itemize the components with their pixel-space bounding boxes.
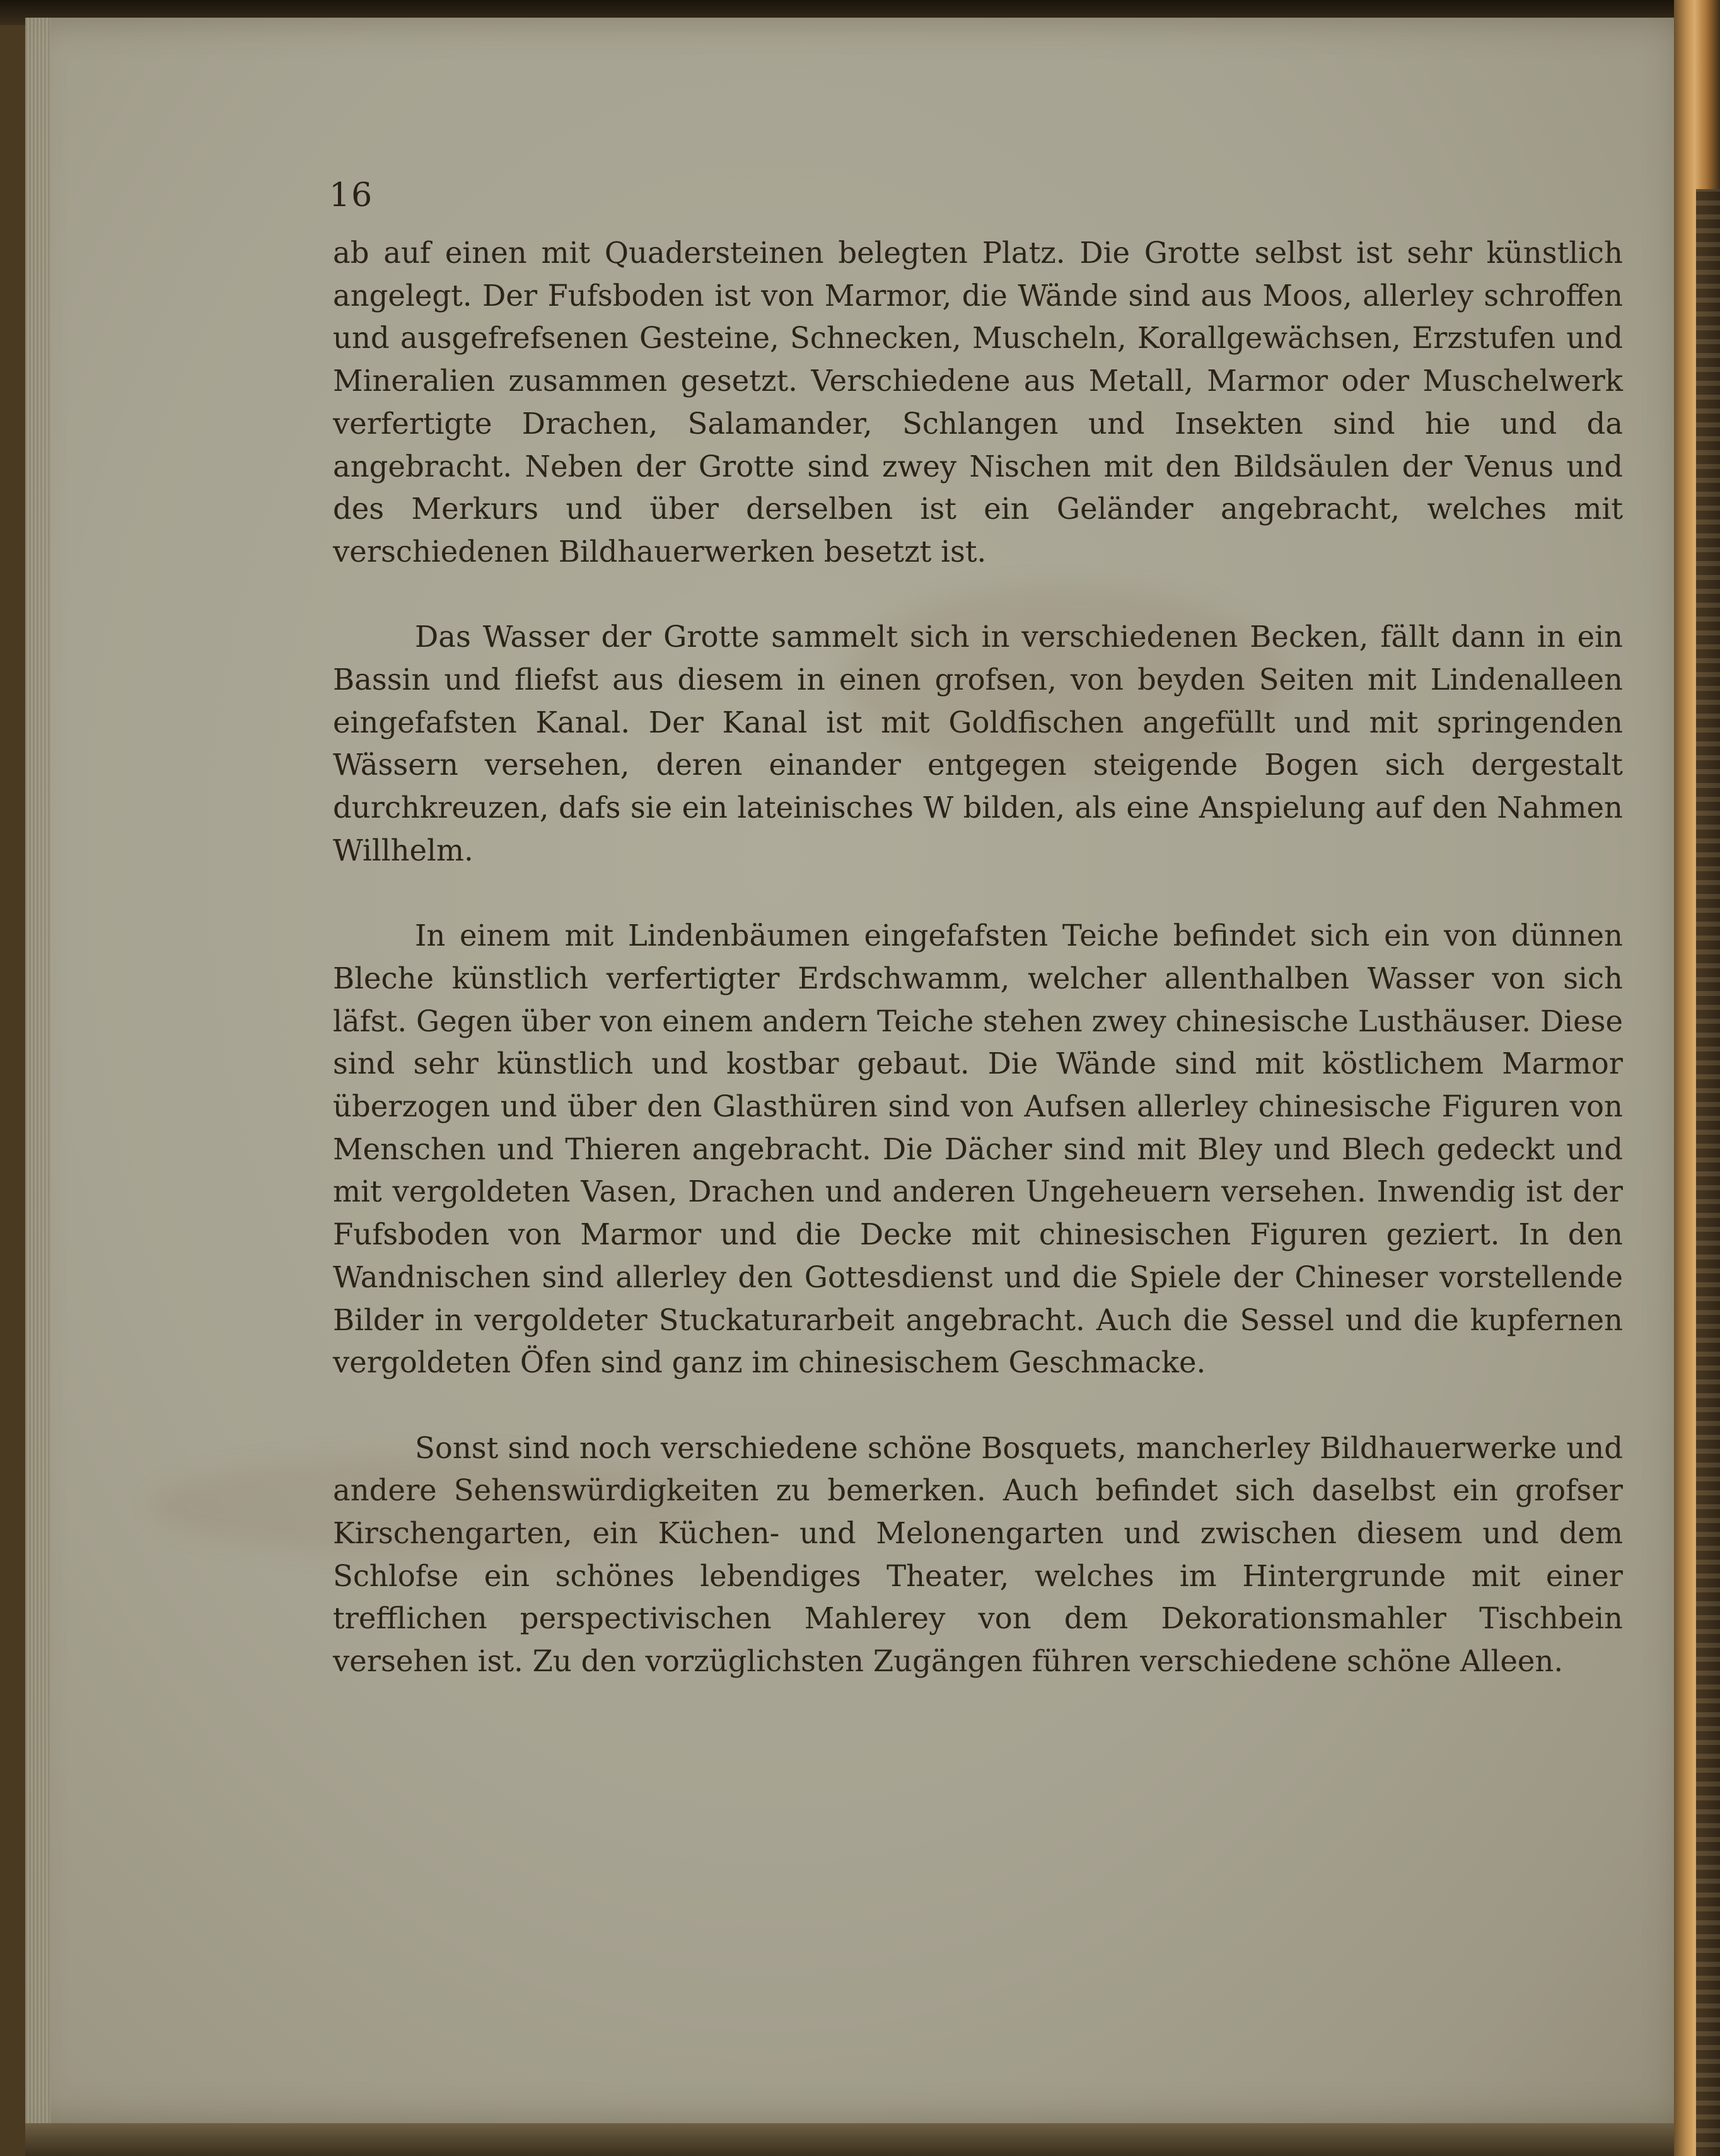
paragraph: Das Wasser der Grotte sammelt sich in verschiedenen Becken, fällt dann in ein Bassin und fliefst aus diesem in einen grofsen, von beyden Seiten mit Lindenalleen eingefafsten Kanal. Der Kanal ist mit Goldfischen angefüllt und mit springenden Wässern versehen, deren einander entgegen steigende Bogen sich dergestalt durchkreuzen, dafs sie ein lateinisches W bilden, als eine Anspielung auf den Nahmen Willhelm. (333, 620, 1623, 867)
paragraph: In einem mit Lindenbäumen eingefafsten Teiche befindet sich ein von dünnen Bleche künstlich verfertigter Erdschwamm, welcher allenthalben Wasser von sich läfst. Gegen über von einem andern Teiche stehen zwey chinesische Lusthäuser. Diese sind sehr künstlich und kostbar gebaut. Die Wände sind mit köstlichem Marmor überzogen und über den Glasthüren sind von Aufsen allerley chinesische Figuren von Menschen und Thieren angebracht. Die Dächer sind mit Bley und Blech gedeckt und mit vergoldeten Vasen, Drachen und anderen Ungeheuern versehen. Inwendig ist der Fufsboden von Marmor und die Decke mit chinesischen Figuren geziert. In den Wandnischen sind allerley den Gottesdienst und die Spiele der Chineser vorstellende Bilder in vergoldeter Stuckaturarbeit angebracht. Auch die Sessel und die kupfernen vergoldeten Öfen sind ganz im chinesischem Geschmacke. (333, 919, 1623, 1380)
bottom-edge-shadow (25, 2123, 1683, 2156)
paragraph: ab auf einen mit Quadersteinen belegten Platz. Die Grotte selbst ist sehr künstlich angelegt. Der Fufsboden ist von Marmor, die Wände sind aus Moos, allerley schroffen und ausgefrefsenen Gesteine, Schnecken, Muscheln, Korallgewächsen, Erzstufen und Mineralien zusammen gesetzt. Verschiedene aus Metall, Marmor oder Muschelwerk verfertigte Drachen, Salamander, Schlangen und Insekten sind hie und da angebracht. Neben der Grotte sind zwey Nischen mit den Bildsäulen der Venus und des Merkurs und über derselben ist ein Geländer angebracht, welches mit verschiedenen Bildhauerwerken besetzt ist. (333, 236, 1623, 569)
binding-strip (1696, 189, 1720, 2156)
body-text (333, 232, 1623, 1683)
page-stack-edge (25, 18, 50, 2123)
page-number: 16 (329, 177, 374, 214)
paragraph: Sonst sind noch verschiedene schöne Bosquets, mancherley Bildhauerwerke und andere Sehenswürdigkeiten zu bemerken. Auch befindet sich daselbst ein grofser Kirschengarten, ein Küchen- und Melonengarten und zwischen diesem und dem Schlofse ein schönes lebendiges Theater, welches im Hintergrunde mit einer trefflichen perspectivischen Mahlerey von dem Dekorationsmahler Tischbein versehen ist. Zu den vorzüglichsten Zugängen führen verschiedene schöne Alleen. (333, 1430, 1623, 1679)
